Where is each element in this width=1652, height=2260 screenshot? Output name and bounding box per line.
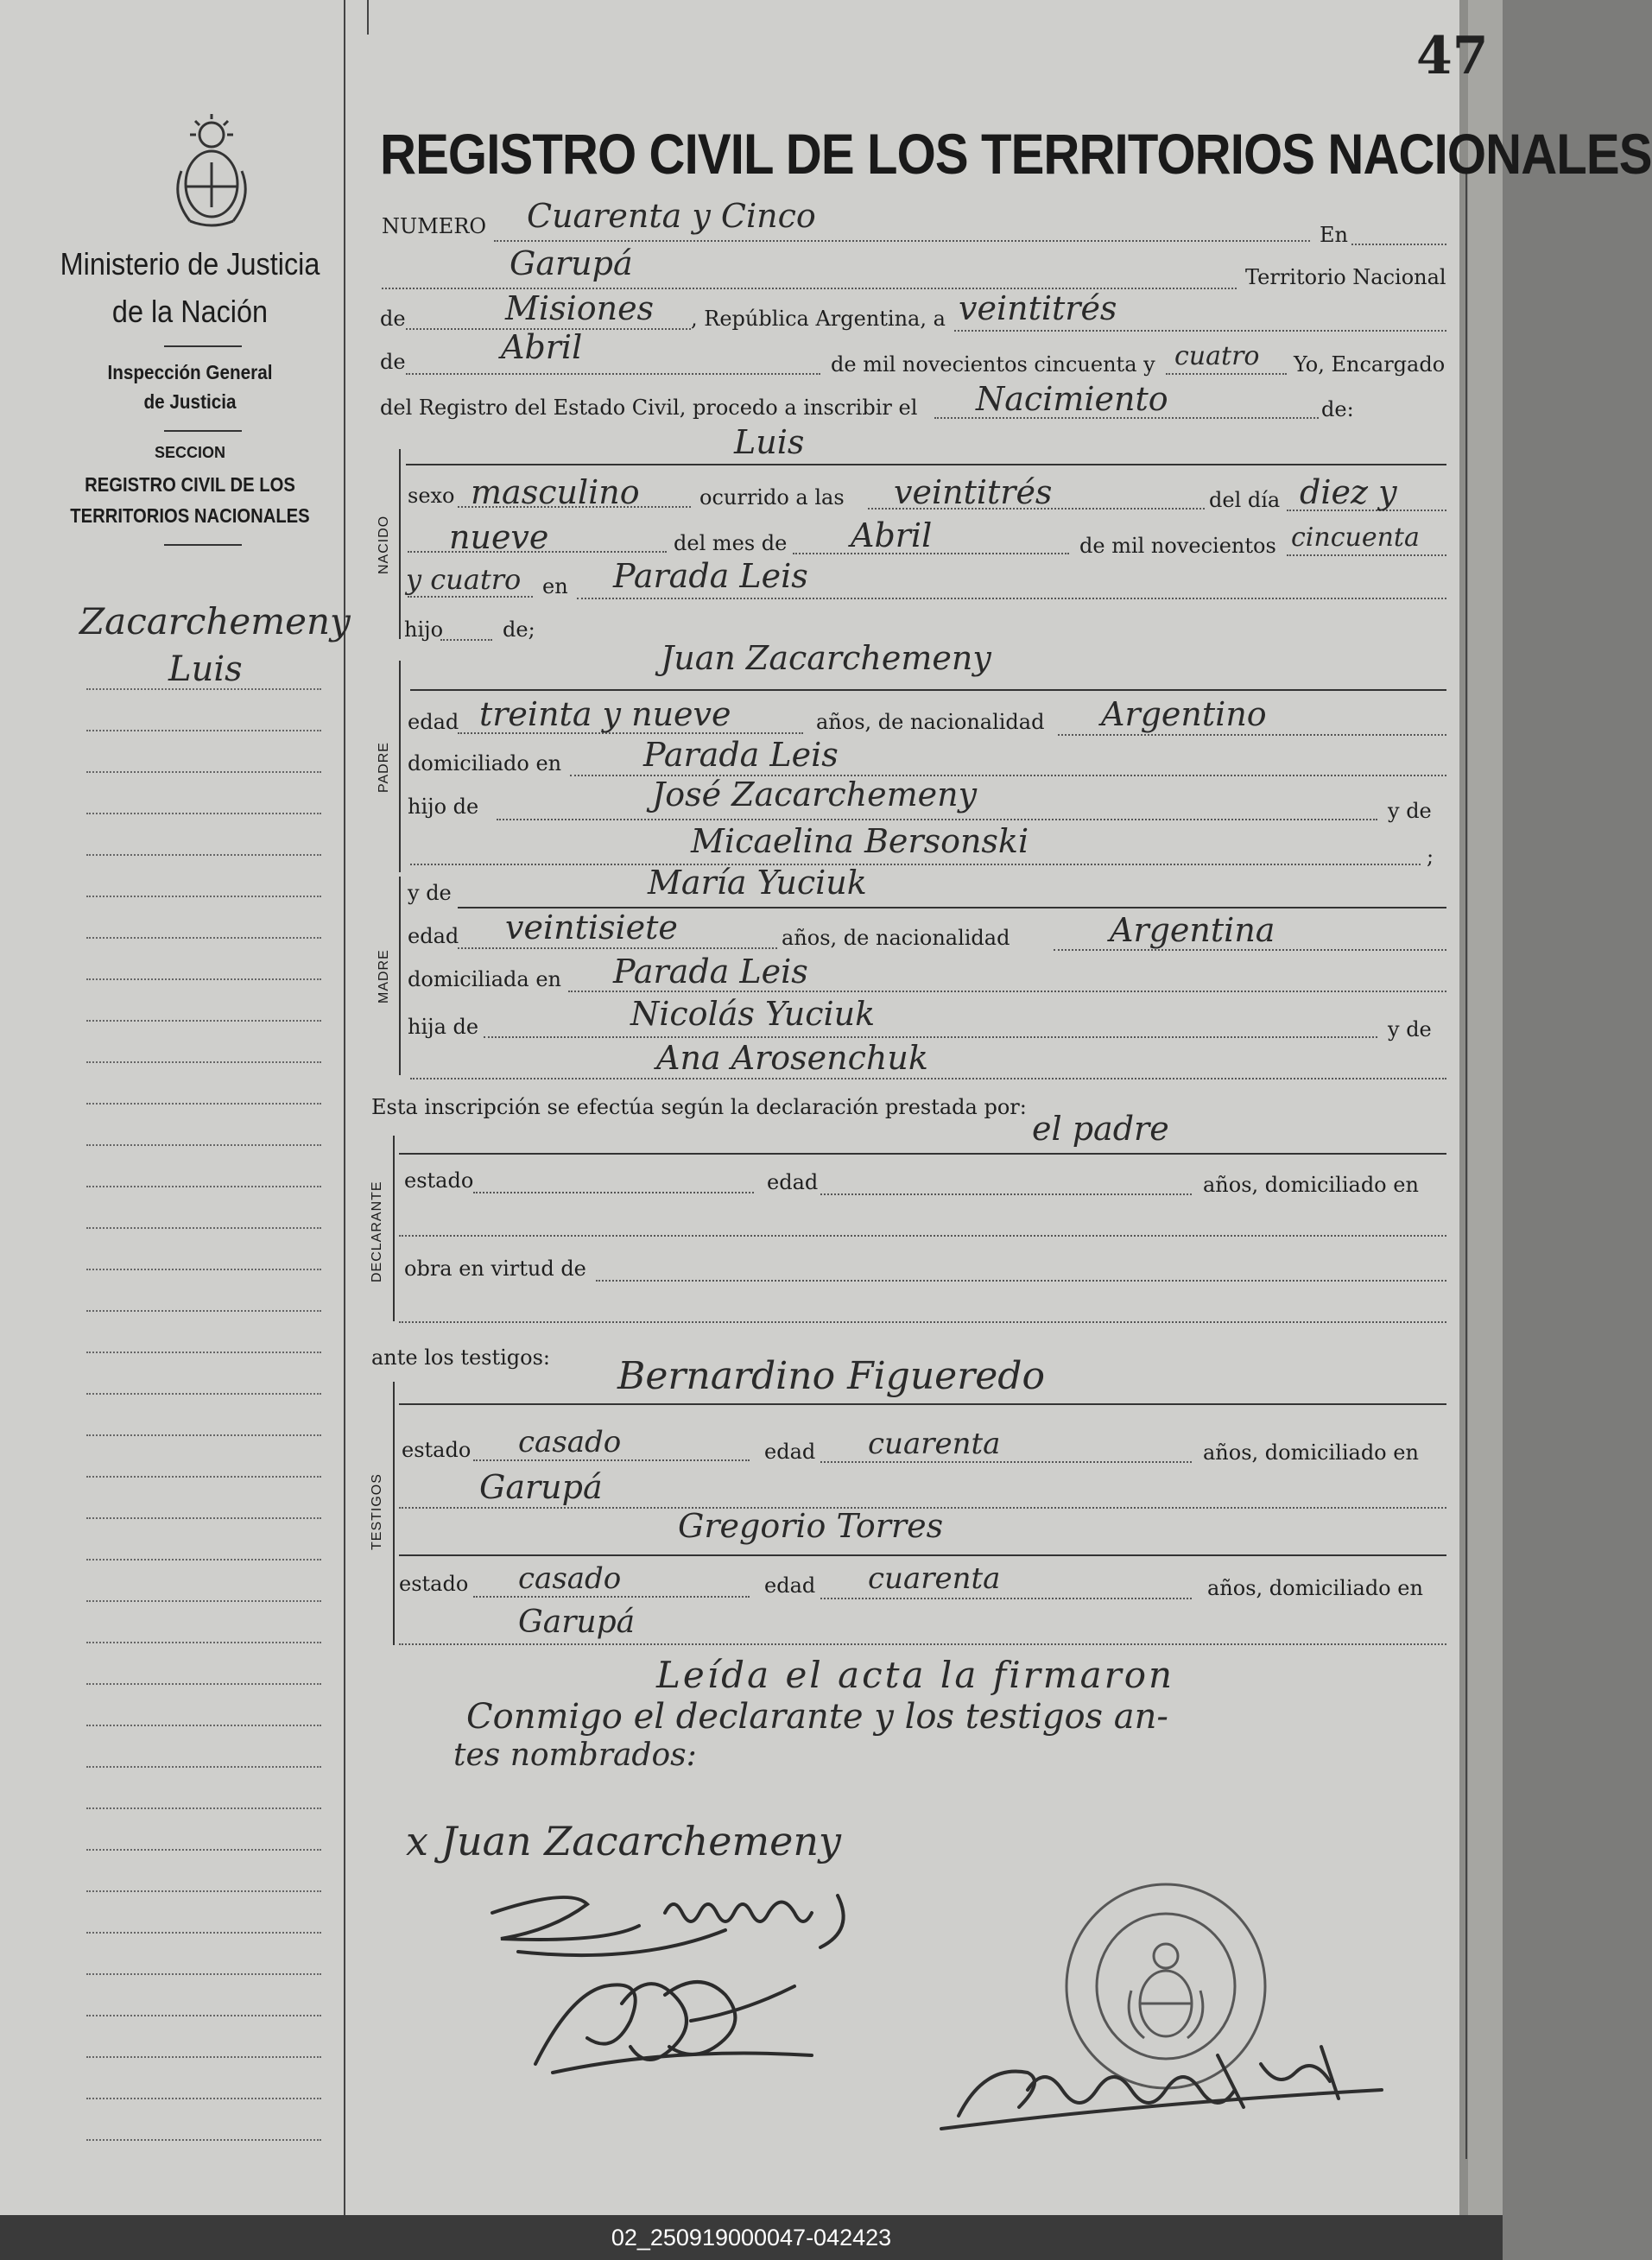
witness2-estado: casado — [518, 1561, 622, 1596]
sexo-label: sexo — [408, 484, 455, 508]
witness1-domicile-label: años, domiciliado en — [1203, 1440, 1419, 1465]
ministry-line2: de la Nación — [111, 294, 269, 329]
left-panel-border — [344, 0, 345, 2215]
locality-value: Garupá — [510, 244, 633, 282]
witness1-name-line — [399, 1403, 1446, 1405]
testigos-bracket — [393, 1382, 395, 1645]
testigos-section-label: TESTIGOS — [370, 1473, 384, 1550]
witness1-estado-line — [473, 1459, 750, 1461]
mother-father: Nicolás Yuciuk — [630, 995, 876, 1033]
margin-note-surname: Zacarchemeny — [79, 600, 351, 643]
encargado-label: Yo, Encargado — [1294, 352, 1446, 377]
en-line — [1351, 244, 1446, 245]
declarant-domicile-line — [399, 1235, 1446, 1237]
en2-label: en — [542, 574, 568, 598]
ministry-line1: Ministerio de Justicia — [60, 246, 320, 282]
mother-nationality-line — [1054, 949, 1446, 951]
father-name: Juan Zacarchemeny — [661, 639, 991, 677]
hijo-line — [440, 639, 492, 641]
padre-section-label: PADRE — [377, 742, 391, 793]
closing-line2: Conmigo el declarante y los testigos an- — [466, 1697, 1168, 1737]
witness2-name: Gregorio Torres — [678, 1507, 944, 1545]
birth-year-line — [1287, 554, 1446, 556]
declarant-line — [399, 1153, 1446, 1155]
father-name-line — [410, 689, 1446, 691]
witness1-domicile: Garupá — [479, 1468, 603, 1506]
inspection-line1: Inspección General — [107, 361, 273, 383]
mother-age-line — [458, 947, 777, 949]
inspection-divider — [164, 430, 242, 432]
father-nationality: Argentino — [1101, 695, 1267, 733]
en-label: En — [1320, 223, 1348, 247]
mother-mother-line — [410, 1078, 1446, 1079]
declarant-estado-line — [473, 1192, 754, 1193]
numero-line — [494, 240, 1310, 242]
mother-nationality-label: años, de nacionalidad — [782, 926, 1010, 950]
inspection-line2: de Justicia — [143, 390, 237, 413]
mother-mother: Ana Arosenchuk — [656, 1039, 928, 1077]
top-margin-line — [367, 0, 369, 35]
witness2-domicile-label: años, domiciliado en — [1207, 1576, 1423, 1600]
witness2-age: cuarenta — [868, 1561, 1001, 1596]
nacido-section-label: NACIDO — [377, 515, 391, 574]
mother-name: María Yuciuk — [648, 864, 867, 902]
witness2-domicile-line — [399, 1643, 1446, 1645]
father-domicile: Parada Leis — [643, 736, 839, 774]
closing-line3: tes nombrados: — [453, 1738, 697, 1773]
mother-domicile-label: domiciliada en — [408, 967, 561, 991]
ocurrido-label: ocurrido a las — [699, 485, 845, 510]
de2-label: de — [380, 350, 406, 374]
month-line — [406, 373, 820, 375]
argentina-coat-of-arms-icon — [164, 111, 259, 231]
section-name-line1: REGISTRO CIVIL DE LOS — [85, 473, 295, 496]
witness2-name-line — [399, 1554, 1446, 1556]
child-name: Luis — [734, 423, 805, 461]
madre-bracket — [399, 877, 401, 1075]
mother-edad-label: edad — [408, 924, 459, 948]
hijo-label: hijo — [404, 617, 444, 642]
father-nationality-label: años, de nacionalidad — [816, 710, 1045, 734]
declarant-domicile-label: años, domiciliado en — [1203, 1173, 1419, 1197]
madre-section-label: MADRE — [377, 949, 391, 1003]
del-dia-label: del día — [1209, 488, 1281, 512]
declarant-estado-label: estado — [404, 1168, 474, 1193]
del-mes-label: del mes de — [674, 531, 788, 555]
father-father-line — [497, 819, 1377, 820]
inscripcion-label: Esta inscripción se efectúa según la declaración prestada por: — [371, 1095, 1027, 1119]
mother-hija-de-label: hija de — [408, 1015, 479, 1039]
witness2-estado-line — [473, 1596, 750, 1598]
birth-place-line — [577, 598, 1446, 599]
mother-nationality: Argentina — [1110, 911, 1275, 949]
declarant-value: el padre — [1032, 1110, 1169, 1148]
father-mother-line — [410, 864, 1421, 865]
father-nationality-line — [1058, 734, 1446, 736]
mother-age: veintisiete — [505, 908, 678, 946]
year-line — [1166, 373, 1287, 375]
father-edad-label: edad — [408, 710, 459, 734]
territory-value: Misiones — [505, 289, 655, 327]
witness2-domicile: Garupá — [518, 1605, 636, 1640]
father-mother: Micaelina Bersonski — [691, 822, 1029, 860]
section-name-line2: TERRITORIOS NACIONALES — [70, 504, 310, 527]
ministry-divider — [164, 345, 242, 347]
month-value: Abril — [501, 328, 583, 366]
witness2-estado-label: estado — [399, 1572, 469, 1596]
witness2-edad-label: edad — [764, 1573, 816, 1598]
father-age: treinta y nueve — [479, 695, 731, 733]
margin-note-given-name: Luis — [168, 649, 243, 689]
declarant-age-line — [820, 1193, 1192, 1195]
nacido-bracket — [399, 449, 401, 639]
mother-domicile: Parada Leis — [613, 953, 808, 991]
obra-line — [596, 1280, 1446, 1282]
section-divider — [164, 544, 242, 546]
birth-year-value: cincuenta — [1291, 522, 1420, 553]
closing-line1: Leída el acta la firmaron — [656, 1654, 1175, 1696]
birth-place-value: Parada Leis — [613, 557, 808, 595]
footer-file-code: 02_250919000047-042423 — [0, 2215, 1503, 2260]
birth-month-value: Abril — [851, 516, 933, 554]
de-label: de — [380, 307, 406, 331]
numero-label: NUMERO — [382, 214, 487, 238]
father-semicolon: ; — [1427, 845, 1434, 869]
registrar-signature — [933, 2029, 1399, 2142]
form-title: REGISTRO CIVIL DE LOS TERRITORIOS NACIONALES — [380, 122, 1652, 186]
obra-line2 — [399, 1321, 1446, 1323]
birth-year-line2 — [408, 596, 533, 598]
day-line — [954, 330, 1446, 332]
birth-day-value: diez y — [1300, 473, 1397, 511]
de4-label: de; — [503, 617, 535, 642]
birth-year-value2: y cuatro — [406, 563, 522, 596]
act-type-value: Nacimiento — [976, 380, 1168, 418]
registro-label: del Registro del Estado Civil, procedo a inscribir el — [380, 396, 918, 420]
father-father: José Zacarchemeny — [652, 775, 978, 813]
book-gutter — [1468, 0, 1503, 2215]
witness1-age: cuarenta — [868, 1427, 1001, 1461]
child-name-line — [406, 464, 1446, 465]
sexo-value: masculino — [471, 473, 640, 511]
father-y-de-label: y de — [1388, 799, 1432, 823]
father-domicile-label: domiciliado en — [408, 751, 562, 775]
declarant-edad-label: edad — [767, 1170, 819, 1194]
witness1-name: Bernardino Figueredo — [617, 1354, 1045, 1398]
witness1-estado: casado — [518, 1425, 622, 1459]
declarante-bracket — [393, 1136, 395, 1321]
birth-day-value2: nueve — [449, 518, 549, 556]
section-label: SECCION — [154, 444, 225, 461]
declarant-signature: x Juan Zacarchemeny — [406, 1818, 841, 1864]
obra-label: obra en virtud de — [404, 1257, 586, 1281]
witness-signature-figueredo — [466, 1878, 915, 1973]
territorio-label: Territorio Nacional — [1245, 265, 1446, 289]
declarante-section-label: DECLARANTE — [370, 1181, 384, 1282]
testigos-label: ante los testigos: — [371, 1345, 551, 1370]
mother-father-line — [484, 1036, 1377, 1038]
year-prefix-label: de mil novecientos cincuenta y — [831, 352, 1155, 377]
witness1-estado-label: estado — [402, 1438, 472, 1462]
birth-year-label: de mil novecientos — [1079, 534, 1276, 558]
mother-y-de-label2: y de — [1388, 1017, 1432, 1041]
witness-signature-torres — [518, 1960, 829, 2081]
father-hijo-de-label: hijo de — [408, 794, 479, 819]
witness1-age-line — [820, 1461, 1192, 1463]
numero-value: Cuarenta y Cinco — [527, 197, 816, 235]
witness1-edad-label: edad — [764, 1440, 816, 1464]
mother-domicile-line — [568, 991, 1446, 992]
year-value: cuatro — [1174, 341, 1260, 371]
republica-label: , República Argentina, a — [691, 307, 946, 331]
hour-value: veintitrés — [894, 473, 1053, 511]
padre-bracket — [399, 661, 401, 872]
right-form-border — [1465, 173, 1467, 2159]
mother-y-de-label: y de — [408, 881, 452, 905]
witness2-age-line — [820, 1598, 1192, 1599]
de3-label: de: — [1321, 397, 1354, 421]
day-value: veintitrés — [959, 289, 1117, 327]
page-number: 47 — [1416, 26, 1489, 86]
